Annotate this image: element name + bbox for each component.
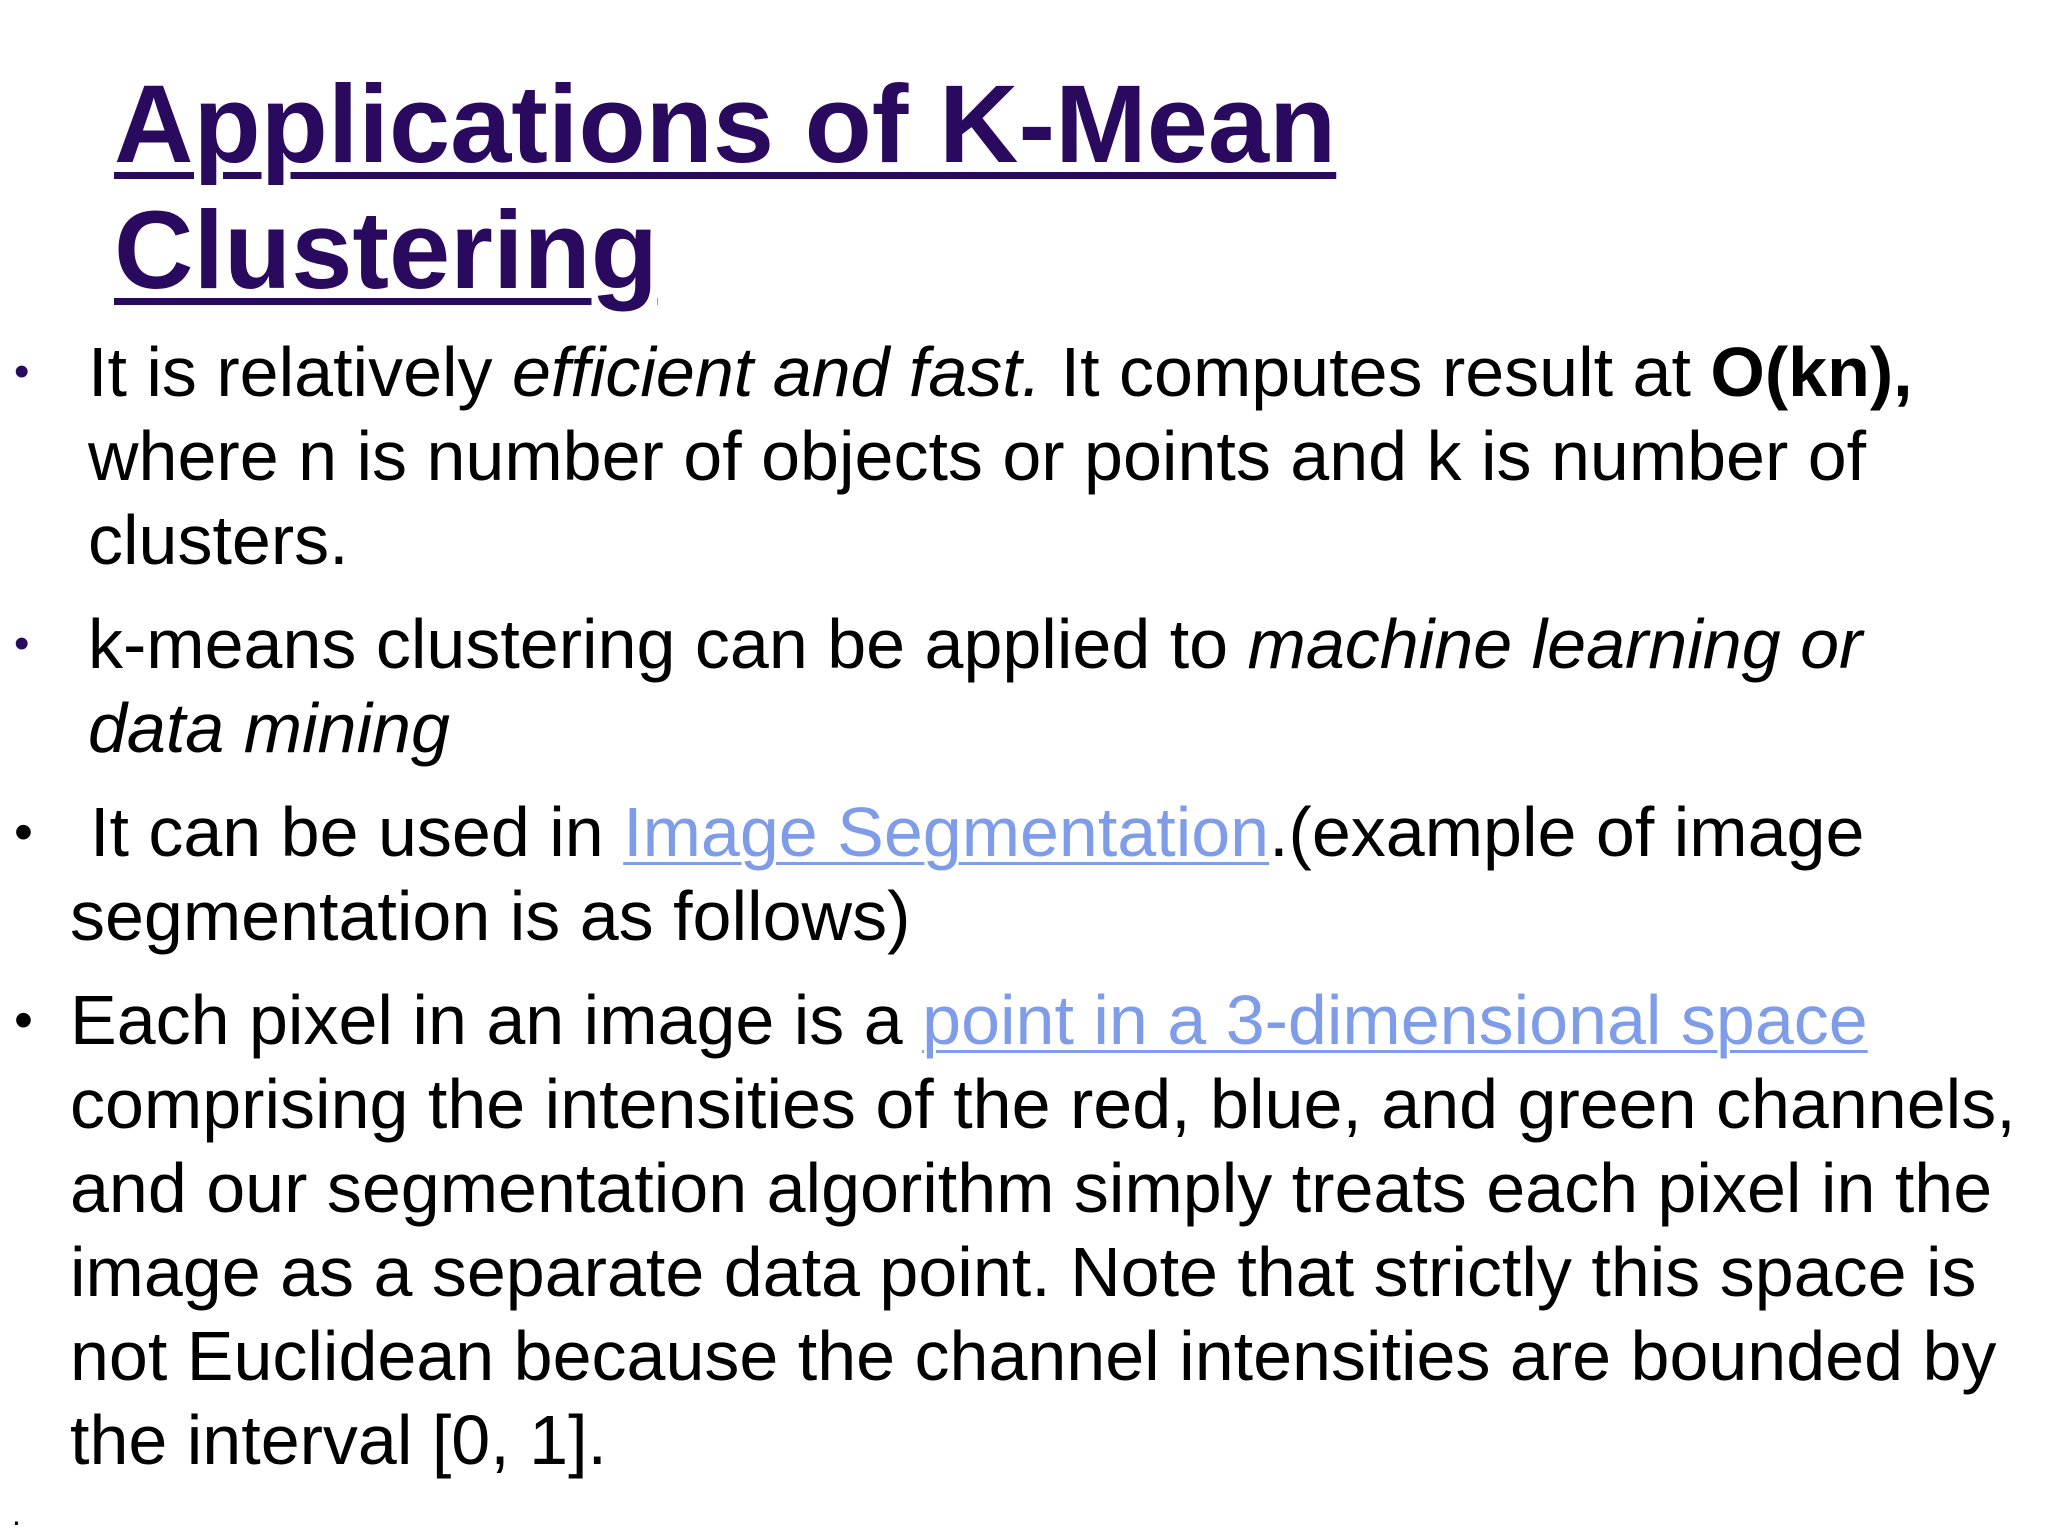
bullet-text: comprising the intensities of the red, blue, and green channels, and our segmentation algorithm simply treats each pixel in the image as a separate data point. Note that strictly this space is not Euclidean because the channel intensities are bounded by the interval [0, 1]. bbox=[70, 1065, 2016, 1479]
bullet-efficiency bbox=[0, 330, 2048, 582]
bullet-marker: • bbox=[14, 802, 33, 862]
bullet-text: where n is number of objects or points and k is number of clusters. bbox=[88, 417, 1867, 579]
page-title bbox=[114, 62, 1514, 314]
bullet-marker: • bbox=[14, 619, 30, 668]
bullet-pixel-space bbox=[0, 978, 2048, 1482]
bullet-text: It computes result at bbox=[1041, 333, 1711, 411]
bullet-image-segmentation bbox=[0, 790, 2048, 958]
bullet-marker: • bbox=[14, 990, 33, 1050]
bullet-applications bbox=[0, 602, 2048, 770]
bullet-text: k-means clustering can be applied to bbox=[88, 605, 1248, 683]
title-line-1: Applications of K-Mean bbox=[114, 63, 1337, 186]
bullet-italic-text: machine learning or data mining bbox=[88, 605, 1863, 767]
trailing-dot: . bbox=[12, 1496, 21, 1532]
image-segmentation-link[interactable]: Image Segmentation bbox=[623, 793, 1270, 871]
bullet-list bbox=[0, 330, 2048, 1482]
bullet-text: Each pixel in an image is a bbox=[70, 981, 923, 1059]
title-line-2: Clustering bbox=[114, 189, 658, 312]
bullet-italic-text: efficient and fast. bbox=[512, 333, 1042, 411]
bullet-text: It is relatively bbox=[88, 333, 512, 411]
complexity-bold-text: O(kn), bbox=[1710, 333, 1913, 411]
bullet-text: .(example of image segmentation is as follows) bbox=[70, 793, 1865, 955]
bullet-text: It can be used in bbox=[90, 793, 624, 871]
3d-space-link[interactable]: point in a 3-dimensional space bbox=[922, 981, 1868, 1059]
bullet-marker: • bbox=[14, 347, 30, 396]
